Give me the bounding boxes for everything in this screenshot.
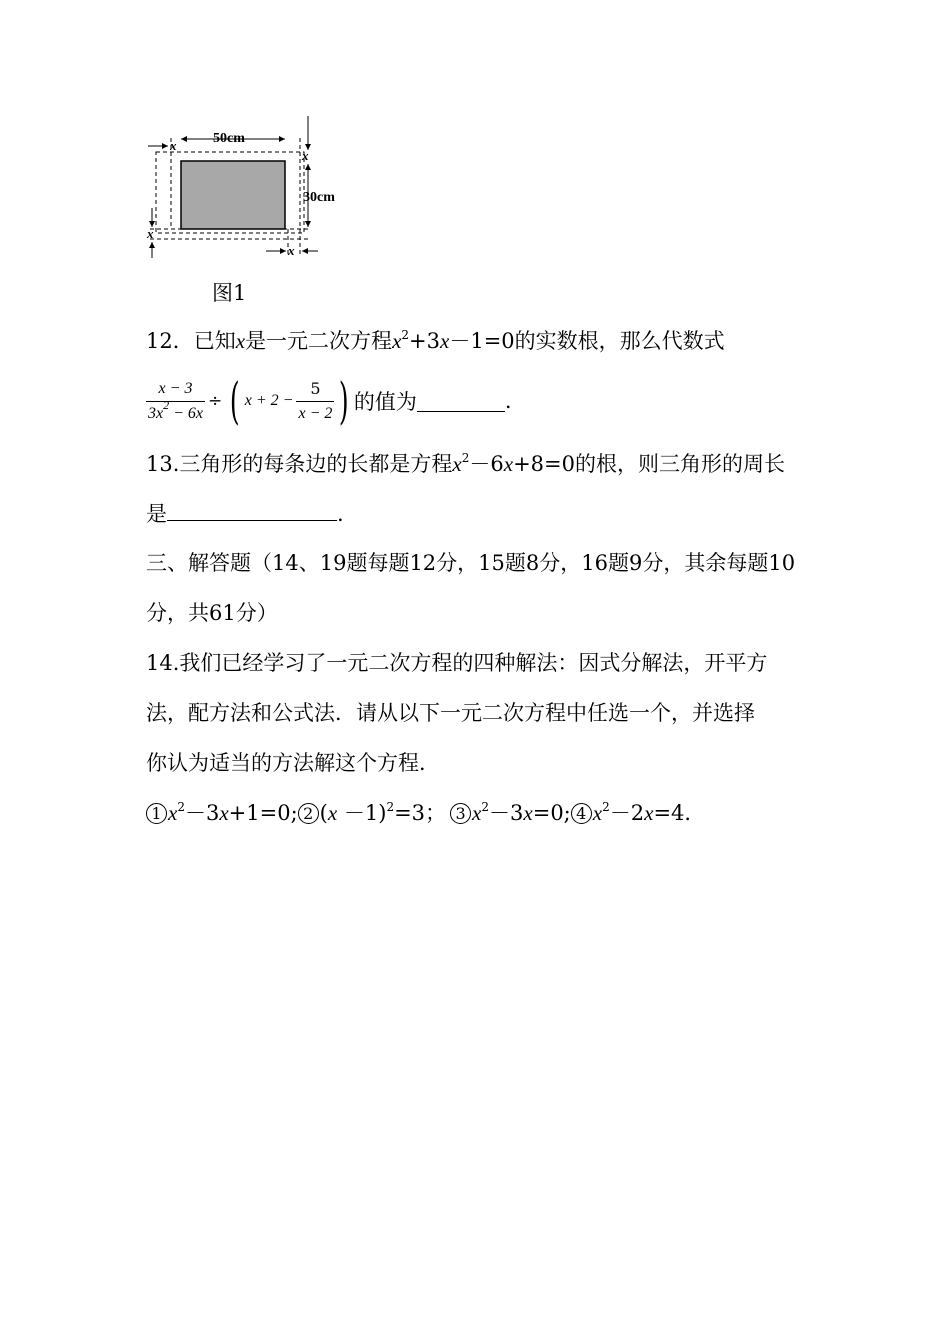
circled-number-4: 4: [571, 803, 592, 824]
section3-line1: 三、解答题（14、19题每题12分，15题8分，16题9分，其余每题10: [146, 551, 796, 575]
circled-number-3: 3: [450, 803, 471, 824]
figure-caption: 图1: [212, 281, 247, 305]
q13-line2: 是 .: [146, 502, 344, 526]
q13-line1: 13.三角形的每条边的长都是方程$x^2-6x+8=0$的根，则三角形的周长: [146, 451, 785, 476]
fraction-2: $\frac{5}{x - 2}$: [298, 378, 333, 422]
answer-blank-q13[interactable]: [167, 500, 337, 521]
circled-number-1: 1: [146, 803, 167, 824]
figure-rectangle-diagram: [140, 108, 370, 268]
circled-number-2: 2: [298, 803, 319, 824]
label-height: 30cm: [303, 190, 335, 205]
fraction-1: $\frac{x - 3}{3x^2 - 6x}$: [148, 379, 204, 422]
label-x-bottom: x: [288, 243, 295, 258]
q14-line1: 14.我们已经学习了一元二次方程的四种解法：因式分解法，开平方: [146, 651, 768, 675]
label-width: 50cm: [213, 131, 245, 146]
right-paren: ): [339, 372, 350, 430]
q12-expression: $\frac{x - 3}{3x^2 - 6x}$ ÷ ( x + 2 − $\frac{5}{x - 2}$ ) 的值为 .: [148, 372, 512, 430]
left-paren: (: [230, 372, 240, 430]
label-x-left: x: [147, 226, 154, 241]
label-x-right: x: [302, 148, 309, 163]
q14-line3: 你认为适当的方法解这个方程．: [146, 751, 440, 775]
q14-equations: 1 $x^2-3x+1=0$; 2 $(x -1)^2=3$； 3 $x^2-3x=0$; 4 $x^2-2x=4$．: [146, 799, 705, 827]
label-x-top: x: [170, 138, 177, 153]
q12-line1: 12．已知x是一元二次方程$x^2+3x-1=0$的实数根，那么代数式: [146, 328, 725, 353]
q14-line2: 法，配方法和公式法．请从以下一元二次方程中任选一个，并选择: [146, 701, 755, 725]
answer-blank-q12[interactable]: [417, 391, 505, 412]
section3-line2: 分，共61分）: [146, 601, 278, 625]
inner-shaded-rectangle: [181, 161, 285, 229]
